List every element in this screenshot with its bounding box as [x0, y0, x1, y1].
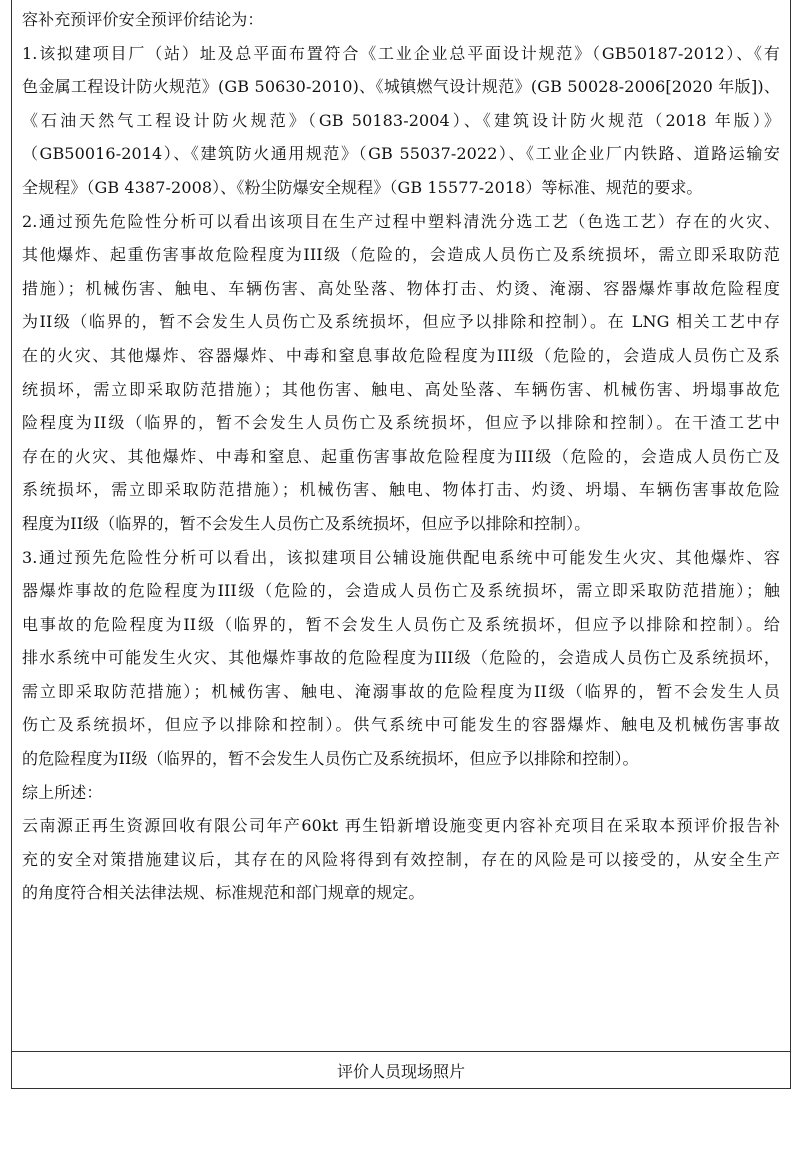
summary-paragraph	[22, 809, 780, 910]
paragraph-line: 排水系统中可能发生火灾、其他爆炸事故的危险程度为III级（危险的，会造成人员伤亡及系统损坏，	[22, 648, 780, 668]
paragraph-line: 色金属工程设计防火规范》(GB 50630-2010)、《城镇燃气设计规范》(GB 50028-2006[2020 年版])、	[22, 77, 780, 97]
paragraph-line: 的角度符合相关法律法规、标准规范和部门规章的规定。	[22, 883, 425, 903]
paragraph-2	[22, 205, 780, 541]
paragraph-line: 需立即采取防范措施）；机械伤害、触电、淹溺事故的危险程度为II级（临界的，暂不会发生人员	[22, 681, 780, 701]
paragraph-line: 程度为II级（临界的，暂不会发生人员伤亡及系统损坏，但应予以排除和控制）。	[22, 513, 591, 533]
photo-section-title: 评价人员现场照片	[336, 1061, 465, 1081]
paragraph-line: 伤亡及系统损坏，但应予以排除和控制）。供气系统中可能发生的容器爆炸、触电及机械伤害事故	[22, 715, 780, 735]
paragraph-line: 措施）；机械伤害、触电、车辆伤害、高处坠落、物体打击、灼烫、淹溺、容器爆炸事故危险程度	[22, 278, 780, 298]
paragraph-line: 3.通过预先危险性分析可以看出，该拟建项目公辅设施供配电系统中可能发生火灾、其他爆炸、容	[22, 547, 780, 567]
paragraph-line: 系统损坏，需立即采取防范措施）；机械伤害、触电、物体打击、灼烫、坍塌、车辆伤害事故危险	[22, 480, 780, 500]
paragraph-line: 的危险程度为II级（临界的，暂不会发生人员伤亡及系统损坏，但应予以排除和控制）。	[22, 749, 639, 769]
paragraph-1	[22, 37, 780, 205]
summary-label: 综上所述：	[22, 782, 103, 802]
paragraph-line: 统损坏，需立即采取防范措施）；其他伤害、触电、高处坠落、车辆伤害、机械伤害、坍塌事故危	[22, 379, 780, 399]
paragraph-line: 为II级（临界的，暂不会发生人员伤亡及系统损坏，但应予以排除和控制）。在 LNG 相关工艺中存	[22, 312, 780, 332]
paragraph-line: 全规程》（GB 4387-2008）、《粉尘防爆安全规程》（GB 15577-2018）等标准、规范的要求。	[22, 177, 703, 197]
paragraph-line: 险程度为II级（临界的，暂不会发生人员伤亡及系统损坏，但应予以排除和控制）。在干渣工艺中	[22, 413, 780, 433]
paragraph-line: 《石油天然气工程设计防火规范》（GB 50183-2004）、《建筑设计防火规范（2018 年版）》	[22, 110, 780, 130]
paragraph-line: 充的安全对策措施建议后，其存在的风险将得到有效控制，存在的风险是可以接受的，从安全生产	[22, 849, 780, 869]
paragraph-line: 器爆炸事故的危险程度为III级（危险的，会造成人员伤亡及系统损坏，需立即采取防范措施）；触	[22, 581, 780, 601]
paragraph-3	[22, 541, 780, 776]
document-table	[11, 0, 791, 1089]
paragraph-line: 电事故的危险程度为II级（临界的，暂不会发生人员伤亡及系统损坏，但应予以排除和控制）。给	[22, 614, 780, 634]
paragraph-line: 云南源正再生资源回收有限公司年产60kt 再生铅新增设施变更内容补充项目在采取本预评价报告补	[22, 816, 780, 836]
paragraph-line: 其他爆炸、起重伤害事故危险程度为III级（危险的，会造成人员伤亡及系统损坏，需立即采取防范	[22, 245, 780, 265]
conclusion-heading: 容补充预评价安全预评价结论为：	[22, 10, 264, 29]
conclusion-cell	[12, 0, 790, 1052]
paragraph-line: 在的火灾、其他爆炸、容器爆炸、中毒和窒息事故危险程度为III级（危险的，会造成人员伤亡及系	[22, 345, 780, 365]
paragraph-line: 2.通过预先危险性分析可以看出该项目在生产过程中塑料清洗分选工艺（色选工艺）存在的火灾、	[22, 211, 780, 231]
paragraph-line: 1.该拟建项目厂（站）址及总平面布置符合《工业企业总平面设计规范》（GB50187-2012）、《有	[22, 43, 780, 63]
paragraph-line: （GB50016-2014）、《建筑防火通用规范》（GB 55037-2022）、《工业企业厂内铁路、道路运输安	[22, 144, 780, 164]
paragraph-line: 存在的火灾、其他爆炸、中毒和窒息、起重伤害事故危险程度为III级（危险的，会造成人员伤亡及	[22, 446, 780, 466]
